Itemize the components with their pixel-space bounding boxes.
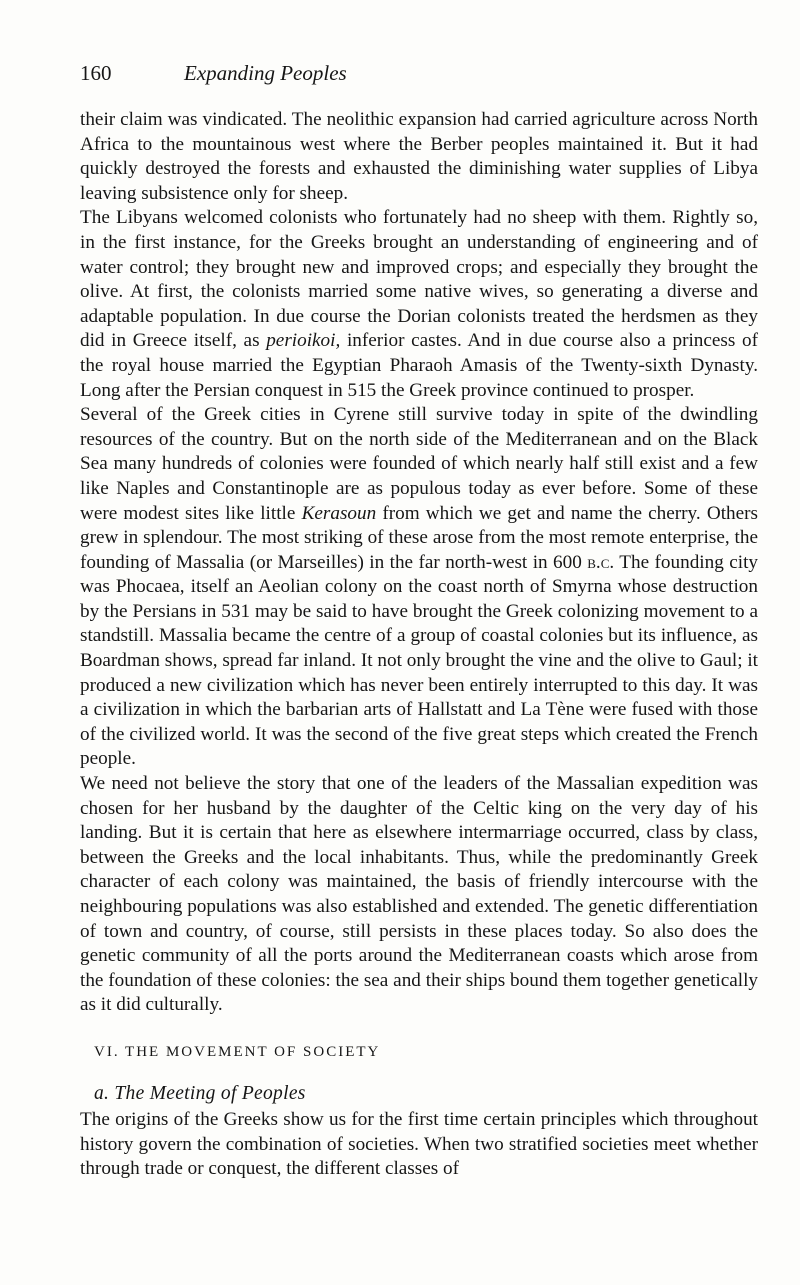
paragraph-3-text-2: from which we get and name the cherry. Others grew in splendour. The most striking of these arose from the most remote enterprise, the founding of Massalia (or Marseilles) in the far north-west in 600: [80, 502, 759, 573]
paragraph-3-text-1: Several of the Greek cities in Cyrene still survive today in spite of the dwindling resources of the country. But on the north side of the Mediterranean and on the Black Sea many hundreds of colonies were founded of which nearly half still exist and a few like Naples and Constantinople are as populous today as ever before. Some of these were modest sites like little: [80, 404, 758, 524]
era-abbreviation: b.c.: [587, 551, 615, 573]
section-heading: VI. THE MOVEMENT OF SOCIETY: [94, 1043, 381, 1060]
running-head: [80, 58, 758, 88]
perioikoi-term: perioikoi,: [266, 330, 341, 352]
paragraph-3: [80, 403, 758, 772]
paragraph-5: [80, 1108, 758, 1182]
paragraph-5-text: The origins of the Greeks show us for the first time certain principles which throughout history govern the combination of societies. When two stratified societies meet whether through trade or conquest, the different classes of: [80, 1108, 758, 1180]
body-text: [80, 108, 758, 1182]
paragraph-1-text: their claim was vindicated. The neolithic expansion had carried agriculture across North Africa to the mountainous west where the Berber peoples maintained it. But it had quickly destroyed the forests and exhausted the diminishing water supplies of Libya leaving subsistence only for sheep.: [80, 109, 758, 204]
paragraph-1: [80, 108, 758, 206]
book-page: [80, 58, 758, 1182]
paragraph-3-text-3: The founding city was Phocaea, itself an Aeolian colony on the coast north of Smyrna whose destruction by the Persians in 531 may be said to have brought the Greek colonizing movement to a standstill. Massalia became the centre of a group of coastal colonies but its influence, as Boardman shows, spread far inland. It not only brought the vine and the olive to Gaul; it produced a new civilization which has never been entirely interrupted to this day. It was a civilization in which the barbarian arts of Hallstatt and La Tène were fused with those of the civilized world. It was the second of the five great steps which created the French people.: [80, 551, 758, 770]
running-title: Expanding Peoples: [184, 61, 347, 85]
paragraph-4-text: We need not believe the story that one of the leaders of the Massalian expedition was chosen for her husband by the daughter of the Celtic king on the very day of his landing. But it is certain that here as elsewhere intermarriage occurred, class by class, between the Greeks and the local inhabitants. Thus, while the predominantly Greek character of each colony was maintained, the basis of friendly intercourse with the neighbouring populations was also established and extended. The genetic differentiation of town and country, of course, still persists in these places today. So also does the genetic community of all the ports around the Mediterranean coasts which arose from the foundation of these colonies: the sea and their ships bound them together genetically as it did culturally.: [80, 773, 758, 1016]
paragraph-4: [80, 772, 758, 1018]
paragraph-2-text-before: The Libyans welcomed colonists who fortunately had no sheep with them. Rightly so, in the first instance, for the Greeks brought an understanding of engineering and of water control; they brought new and improved crops; and especially they brought the olive. At first, the colonists married some native wives, so generating a diverse and adaptable population. In due course the Dorian colonists treated the herdsmen as they did in Greece itself, as: [80, 207, 758, 352]
page-number: 160: [80, 61, 112, 85]
subsection-heading: a. The Meeting of Peoples: [94, 1082, 306, 1104]
paragraph-2: [80, 206, 758, 403]
paragraph-2-text-after: inferior castes. And in due course also a princess of the royal house married the Egyptian Pharaoh Amasis of the Twenty-sixth Dynasty. Long after the Persian conquest in 515 the Greek province continued to prosper.: [80, 330, 758, 401]
kerasoun-term: Kerasoun: [301, 502, 377, 524]
